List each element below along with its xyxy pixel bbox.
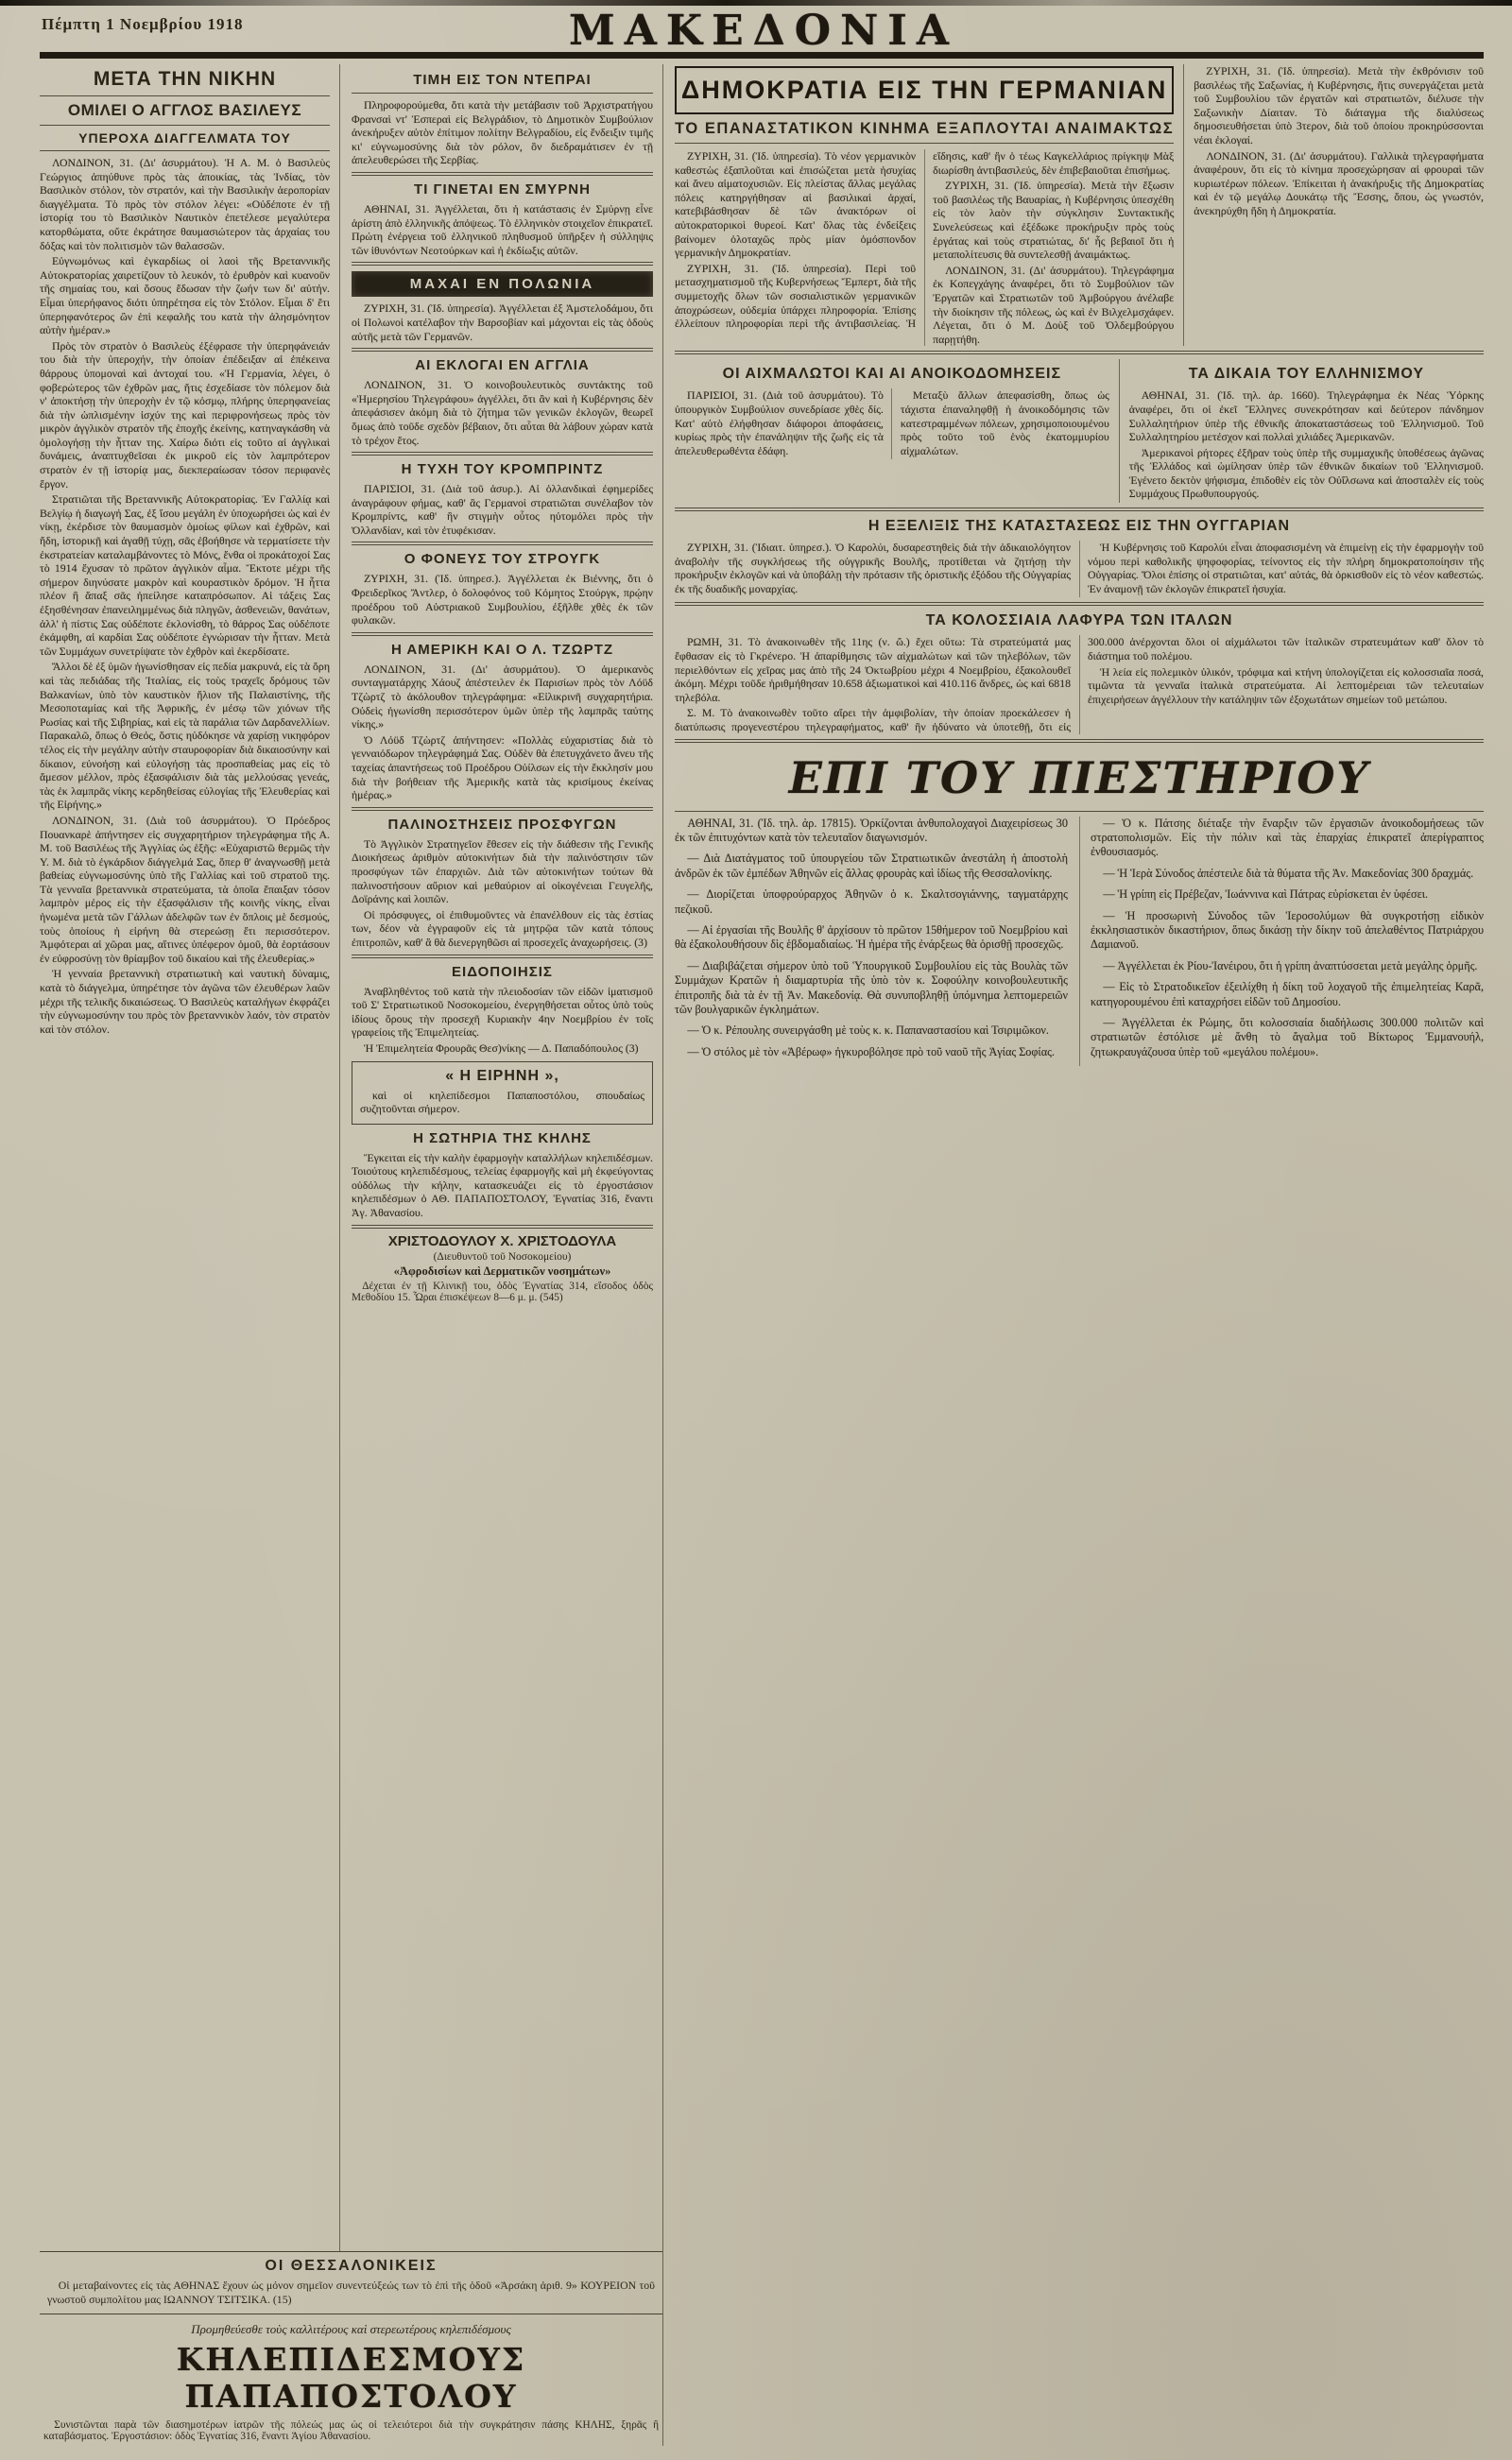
paragraph: ΖΥΡΙΧΗ, 31. (Ἰδ. ὑπηρεσία). Περὶ τοῦ μετασχηματισμοῦ τῆς Κυβερνήσεως Ἔμπερτ, διὰ τῆς συμμετοχῆς ὅλων τῶν σοσιαλιστικῶν γερμανικῶν ἀποχρώσεων, οὐδεμία ὑπάρχει πληροφορία. Ἐπίσης ἐλλείπουν πληροφορίαι περὶ τῆς ἀντιβασιλείας. Ἡ εἴδησις, καθ' ἣν ὁ τέως Καγκελλάριος πρίγκηψ Μὰξ διωρίσθη ἀντιβασιλεύς, δὲν ἐπιβεβαιοῦται ἐπισήμως. bbox=[675, 149, 1175, 331]
paragraph: Τὸ Ἀγγλικὸν Στρατηγεῖον ἔθεσεν εἰς τὴν διάθεσιν τῆς Γενικῆς Διοικήσεως ἀριθμὸν αὐτοκινήτων διὰ τὴν παλινόστησιν τῶν προσφύγων τῶν ἐπαρχιῶν. Διὰ τῶν αὐτοκινήτων τούτων θὰ παλινοστήσουν αὔριον καὶ μεθαύριον αἱ οἰκογένειαι Γευγελῆς, Δοϊράνης καὶ λοιπῶν. bbox=[352, 836, 653, 906]
article-notice bbox=[352, 964, 653, 1056]
article-title: ΕΙΔΟΠΟΙΗΣΙΣ bbox=[452, 963, 553, 980]
article-body bbox=[40, 156, 330, 1036]
divider bbox=[675, 351, 1484, 354]
press-item: — Αἱ ἐργασίαι τῆς Βουλῆς θ' ἀρχίσουν τὸ πρῶτον 15θήμερον τοῦ Νοεμβρίου καὶ θὰ ἐξακολουθήσουν δὶς ἑβδομαδιαίως. Ἡ ἡμέρα τῆς ἐνάρξεως θὰ ὁρισθῇ προσεχῶς. bbox=[675, 923, 1068, 952]
germany-main bbox=[675, 64, 1184, 346]
article-strugk bbox=[352, 551, 653, 627]
paragraph: ΛΟΝΔΙΝΟΝ, 31. (Δι' ἀσυρμάτου). Ὁ ἀμερικανὸς συνταγματάρχης Χάουζ ἀπέστειλεν ἐκ Παρισίων πρὸς τὸν Λόϋδ Τζὼρτζ τὸ ἀκόλουθον τηλεγράφημα: «Εἰλικρινῆ συγχαρητήρια. Οὐδεὶς ἠγωνίσθη περισσότερον ὑμῶν ὑπὲρ τῆς λαμπρᾶς ταύτης νίκης.» bbox=[352, 662, 653, 731]
article-title: Η ΤΥΧΗ ΤΟΥ ΚΡΟΜΠΡΙΝΤΖ bbox=[401, 461, 604, 478]
paragraph: καὶ οἱ κηλεπίδεσμοι Παπαποστόλου, σπουδαίως συζητοῦνται σήμερον. bbox=[360, 1088, 644, 1116]
doctor-specialty: «Ἀφροδισίων καὶ Δερματικῶν νοσημάτων» bbox=[393, 1264, 611, 1278]
paragraph: Ἀναβληθέντος τοῦ κατὰ τὴν πλειοδοσίαν τῶν εἰδῶν ἱματισμοῦ τοῦ Σ' Στρατιωτικοῦ Νοσοκομείου, ἐνεργηθήσεται οὗτος ὑπὸ τοὺς ἰδίους ὅρους τὴν προσεχῆ Κυριακὴν 4ην Νοεμβρίου ἐν τοῖς γραφείοις τῆς Ἐπιμελητείας. bbox=[352, 984, 653, 1040]
press-item: — Διαβιβάζεται σήμερον ὑπὸ τοῦ Ὑπουργικοῦ Συμβουλίου εἰς τὰς Βουλὰς τῶν Συμμάχων Κρατῶν ἡ διαμαρτυρία τῆς ὑπὸ τὸν κ. Σοφούλην κοινοβουλευτικῆς ἐπιτροπῆς διὰ τὰ ἐν τῇ Ἀν. Μακεδονίᾳ. Θὰ συνυποβληθῇ ὑπόμνημα λεπτομερειῶν τῶν βουλγαρικῶν ἐγκλημάτων. bbox=[675, 958, 1068, 1017]
article-body bbox=[675, 541, 1484, 597]
divider bbox=[352, 955, 653, 958]
article-title: Η ΕΞΕΛΙΞΙΣ ΤΗΣ ΚΑΤΑΣΤΑΣΕΩΣ ΕΙΣ ΤΗΝ ΟΥΓΓΑΡΙΑΝ bbox=[868, 518, 1291, 535]
paragraph: ΖΥΡΙΧΗ, 31. (Ἰδ. ὑπηρεσ.). Ἀγγέλλεται ἐκ Βιέννης, ὅτι ὁ Φρειδερῖκος Ἄντλερ, ὁ δολοφόνος τοῦ Κόμητος Στούργκ, πρῴην προέδρου τοῦ Αὐστριακοῦ Συμβουλίου, ἐξῆλθε χθὲς ἐκ τῶν φυλακῶν. bbox=[352, 572, 653, 628]
paragraph: ΛΟΝΔΙΝΟΝ, 31. Ὁ κοινοβουλευτικὸς συντάκτης τοῦ «Ἡμερησίου Τηλεγράφου» ἀγγέλλει, ὅτι ἂν καὶ ἡ Κυβέρνησις δὲν ἀπεφάσισεν ἀκόμη διὰ τὸ ζήτημα τῶν γενικῶν ἐκλογῶν, θεωρεῖ ὅμως ἀπὸ τοῦδε σχεδὸν βέβαιον, ὅτι αὗται θὰ λάβουν χώραν κατὰ τὸ τρέχον ἔτος. bbox=[352, 378, 653, 447]
divider bbox=[352, 807, 653, 811]
section-press bbox=[675, 752, 1484, 1067]
paragraph: ΑΘΗΝΑΙ, 31. Ἀγγέλλεται, ὅτι ἡ κατάστασις ἐν Σμύρνῃ εἶνε ἀρίστη ἀπὸ ἑλληνικῆς ἀπόψεως. Τὸ ἑλληνικὸν στοιχεῖον ἐπικρατεῖ. Πρώτη ἐνέργεια τοῦ ἑλληνικοῦ πληθυσμοῦ ὑπῆρξεν ἡ σύλληψις τῶν ἰθυνόντων Νεοτούρκων καὶ ἡ ἐκδίωξις αὐτῶν. bbox=[352, 201, 653, 257]
masthead bbox=[40, 9, 1484, 59]
article-america-george bbox=[352, 642, 653, 802]
divider bbox=[352, 172, 653, 176]
article-title: Η ΣΩΤΗΡΙΑ ΤΗΣ ΚΗΛΗΣ bbox=[413, 1129, 592, 1146]
article-title: ΜΑΧΑΙ ΕΝ ΠΟΛΩΝΙΑ bbox=[352, 271, 653, 297]
article-title: ΤΑ ΔΙΚΑΙΑ ΤΟΥ ΕΛΛΗΝΙΣΜΟΥ bbox=[1188, 366, 1425, 383]
page-body bbox=[40, 64, 1484, 2446]
left-middle-columns bbox=[40, 64, 662, 2251]
ad-title: ΚΗΛΕΠΙΔΕΣΜΟΥΣ ΠΑΠΑΠΟΣΤΟΛΟΥ bbox=[176, 2341, 526, 2415]
section-germany bbox=[675, 64, 1484, 346]
article-body bbox=[352, 837, 653, 950]
notice-title: ΟΙ ΘΕΣΣΑΛΟΝΙΚΕΙΣ bbox=[265, 2258, 438, 2274]
article-body bbox=[352, 985, 653, 1056]
press-item: — Ὁ κ. Ρέπουλης συνειργάσθη μὲ τοὺς κ. κ. Παπαναστασίου καὶ Τσιριμῶκον. bbox=[687, 1024, 1049, 1038]
article-body bbox=[352, 482, 653, 537]
divider bbox=[352, 632, 653, 636]
article-title: ΤΙΜΗ ΕΙΣ ΤΟΝ ΝΤΕΠΡΑΙ bbox=[413, 72, 592, 88]
article-elections bbox=[352, 357, 653, 447]
ad-lead: Προμηθεύεσθε τοὺς καλλιτέρους καὶ στερεωτέρους κηλεπιδέσμους bbox=[191, 2322, 511, 2336]
left-middle-region bbox=[40, 64, 663, 2446]
prisoners-hellenism-row bbox=[675, 359, 1484, 503]
article-refugees bbox=[352, 817, 653, 950]
article-title: ΠΑΛΙΝΟΣΤΗΣΕΙΣ ΠΡΟΣΦΥΓΩΝ bbox=[387, 816, 617, 833]
truss-ad bbox=[40, 2314, 662, 2446]
article-body bbox=[352, 301, 653, 343]
press-item: — Ἀγγέλλεται ἐκ Ρώμης, ὅτι κολοσσιαία διαδήλωσις 300.000 πολιτῶν καὶ στρατιωτῶν ἐστόλισε μὲ ἄνθη τὸ ἄγαλμα τοῦ Βίκτωρος Ἐμμανουήλ, ζητωκραυγάζουσα ὑπὲρ τοῦ «μεγάλου πολέμου». bbox=[1091, 1016, 1484, 1058]
article-body bbox=[1129, 388, 1484, 501]
divider bbox=[675, 811, 1484, 812]
paragraph: Ἡ λεία εἰς πολεμικὸν ὑλικόν, τρόφιμα καὶ κτήνη ὑπολογίζεται εἰς κολοσσιαῖα ποσά, τιμῶντα τὰ γενναῖα ἰταλικὰ στρατεύματα. Αἱ λεπτομέρειαι τῶν τελευταίων ἐπιχειρήσεων ἀγγέλλουν τὴν κατάληψιν τῶν ἐξοχωτάτων σημείων τοῦ μετώπου. bbox=[1088, 664, 1484, 706]
press-item: — Ἡ Ἱερὰ Σύνοδος ἀπέστειλε διὰ τὰ θύματα τῆς Ἀν. Μακεδονίας 300 δραχμάς. bbox=[1103, 866, 1474, 880]
issue-date: Πέμπτη 1 Νοεμβρίου 1918 bbox=[42, 15, 244, 33]
germany-side bbox=[1184, 64, 1484, 346]
paragraph: ΠΑΡΙΣΙΟΙ, 31. (Διὰ τοῦ ἀσυρμάτου). Τὸ ὑπουργικὸν Συμβούλιον συνεδρίασε χθὲς δίς. Κατ' αὐτὸ ἐλήφθησαν διάφοροι ἀποφάσεις, κυρίως πρὸς τὴν ἐπανάληψιν τῆς ζωῆς εἰς τὰ ἀπελευθερωθέντα ἐδάφη. bbox=[675, 388, 884, 457]
germany-subhead: ΤΟ ΕΠΑΝΑΣΤΑΤΙΚΟΝ ΚΙΝΗΜΑ ΕΞΑΠΛΟΥΤΑΙ ΑΝΑΙΜΑΚΤΩΣ bbox=[675, 120, 1174, 144]
article-body bbox=[352, 662, 653, 802]
ad-sub: Συνιστῶνται παρὰ τῶν διασημοτέρων ἰατρῶν τῆς πόλεώς μας ὡς οἱ τελειότεροι διὰ τὴν συγκράτησιν πάσης ΚΗΛΗΣ, ξηρᾶς ἢ καταβάσματος. Ἐργοστάσιον: ὁδὸς Ἐγνατίας 316, ἔναντι Ἁγίου Ἀθανασίου. bbox=[43, 2419, 659, 2442]
article-body bbox=[352, 202, 653, 257]
paragraph: Σ. Μ. Τὸ ἀνακοινωθὲν τοῦτο αἴρει τὴν ἀμφιβολίαν, τὴν ὁποίαν προεκάλεσεν ἡ διατύπωσις προγενεστέρου τηλεγραφήματος, καθ' ἣν ἠδύνατο νὰ ὑποτεθῇ, ὅτι εἰς 300.000 ἀνέρχονται ὅλοι οἱ αἰχμάλωτοι τῶν ἰταλικῶν στρατευμάτων καθ' ὅλον τὸ διάστημα τοῦ πολέμου. bbox=[675, 635, 1484, 733]
divider bbox=[352, 262, 653, 266]
divider bbox=[675, 507, 1484, 511]
press-item: — Ὁ κ. Πάτσης διέταξε τὴν ἔναρξιν τῶν ἐργασιῶν ἀνοικοδομήσεως τῶν στρατοπολισμῶν. Εἰς τὴν πόλιν καὶ τὰς ἐπαρχίας ἐπικρατεῖ ἀπερίγραπτος ἐνθουσιασμός. bbox=[1091, 816, 1484, 859]
article-poland bbox=[352, 271, 653, 343]
article-king-messages bbox=[40, 68, 330, 1036]
article-title: ΤΑ ΚΟΛΟΣΣΙΑΙΑ ΛΑΦΥΡΑ ΤΩΝ ΙΤΑΛΩΝ bbox=[925, 612, 1233, 629]
article-hellenism bbox=[1120, 359, 1484, 503]
doctor-role: (Διευθυντοῦ τοῦ Νοσοκομείου) bbox=[433, 1250, 572, 1263]
divider bbox=[675, 739, 1484, 743]
press-item: — Ἡ γρίπη εἰς Πρέβεζαν, Ἰωάννινα καὶ Πάτρας εὑρίσκεται ἐν ὑφέσει. bbox=[1103, 887, 1429, 902]
press-item: — Εἰς τὸ Στρατοδικεῖον ἐξειλίχθη ἡ δίκη τοῦ λοχαγοῦ τῆς ἐπιμελητείας Καρᾶ, κατηγορουμένου ἐπὶ καταχρήσει εἰδῶν τοῦ Δημοσίου. bbox=[1091, 980, 1484, 1008]
article-body bbox=[360, 1089, 644, 1116]
article-kicker: ΜΕΤΑ ΤΗΝ ΝΙΚΗΝ bbox=[93, 68, 277, 90]
paragraph: ΡΩΜΗ, 31. Τὸ ἀνακοινωθὲν τῆς 11ης (ν. ὥ.) ἔχει οὕτω: Τὰ στρατεύματά μας ἔφθασαν εἰς τὸ Γκρένερο. Ἡ ἀπαρίθμησις τῶν αἰχμαλώτων καὶ τῶν τηλεβόλων, τῶν περιελθόντων εἰς χεῖρας μας ἀπὸ τῆς 24 Ὀκτωβρίου μέχρι 4 Νοεμβρίου, ἐξακολουθεῖ ἀκόμη. Μέχρι τοῦδε ἠριθμήθησαν 10.658 ἀξιωματικοὶ καὶ 410.116 ἄνδρες, ὡς καὶ 6818 τηλεβόλα. bbox=[675, 635, 1071, 704]
paragraph: Ἔγκειται εἰς τὴν καλὴν ἐφαρμογὴν καταλλήλων κηλεπιδέσμων. Τοιούτους κηλεπιδέσμους, τελείας ἐφαρμογῆς καὶ μὴ ἐκφεύγοντας οὐδόλως τὴν κήλην, κατασκευάζει εἰς τὸ ἐργοστάσιον κηλεπιδέσμων ὁ ΑΘ. ΠΑΠΑΠΟΣΤΟΛΟΥ, Ἐγνατίας 316, ἔναντι Ἁγ. Ἀθανασίου. bbox=[352, 1150, 653, 1220]
divider bbox=[352, 452, 653, 456]
thessalonians-notice bbox=[40, 2251, 662, 2314]
press-item: — Διορίζεται ὑποφρούραρχος Ἀθηνῶν ὁ κ. Σκαλτσογιάννης, ταγματάρχης πεζικοῦ. bbox=[675, 887, 1068, 916]
paragraph: Ἀμερικανοὶ ρήτορες ἐξῆραν τοὺς ὑπὲρ τῆς συμμαχικῆς ὑποθέσεως ἀγῶνας τῆς Ἑλλάδος καὶ ὡμίλησαν ὑπὲρ τῶν ἐθνικῶν δικαίων τοῦ Ἑλληνισμοῦ. Ἐγένετο δεκτὸν ψήφισμα, ἐπιδοθὲν εἰς τὸν Οὐΐλσωνα καὶ ἀποσταλὲν εἰς τοὺς Συμμάχους Πρωθυπουργούς. bbox=[1128, 445, 1484, 501]
article-doctor-ad bbox=[352, 1233, 653, 1303]
article-subtitle: ΥΠΕΡΟΧΑ ΔΙΑΓΓΕΛΜΑΤΑ ΤΟΥ bbox=[78, 130, 291, 146]
article-body bbox=[352, 572, 653, 627]
press-item: ΑΘΗΝΑΙ, 31. (Ἰδ. τηλ. ἀρ. 17815). Ὁρκίζονται ἀνθυπολοχαγοὶ Διαχειρίσεως 30 ἐκ τῶν ἐπιτυχόντων κατὰ τὸν τελευταῖον διαγωνισμόν. bbox=[675, 816, 1068, 844]
press-item: — Ὁ στόλος μὲ τὸν «Ἀβέρωφ» ἠγκυροβόλησε πρὸ τοῦ ναοῦ τῆς Ἁγίας Σοφίας. bbox=[687, 1044, 1055, 1058]
divider bbox=[40, 95, 330, 96]
press-item: — Διὰ Διατάγματος τοῦ ὑπουργείου τῶν Στρατιωτικῶν ἀνεστάλη ἡ ἀποστολὴ ἀνδρῶν ἐκ τῶν ἐμπέδων Ἀθηνῶν εἰς ἄλλας φρουρὰς καὶ ἰδίως τῆς Θεσσαλονίκης. bbox=[675, 852, 1068, 880]
doctor-name: ΧΡΙΣΤΟΔΟΥΛΟΥ Χ. ΧΡΙΣΤΟΔΟΥΛΑ bbox=[387, 1232, 617, 1249]
paragraph: Πληροφορούμεθα, ὅτι κατὰ τὴν μετάβασιν τοῦ Ἀρχιστρατήγου Φρανσαὶ ντ' Ἐσπεραὶ εἰς Βελγράδιον, τὸ Δημοτικὸν Συμβούλιον ἀνεκήρυξεν αὐτὸν ἐπίτιμον πολίτην Βελγραδίου, εἰς ἔνδειξιν τιμῆς κι' εὐγνωμοσύνης διὰ τὸν ρόλον, ὃν διεδραμάτισεν ἐν τῇ ἀπελευθερώσει τῆς Σερβίας. bbox=[352, 98, 653, 167]
paragraph: ΛΟΝΔΙΝΟΝ, 31. (Δι' ἀσυρμάτου). Ἡ Α. Μ. ὁ Βασιλεὺς Γεώργιος ἀπηύθυνε πρὸς τὰς ἀποικίας, τὰς Ἰνδίας, τὸν Βασιλικὸν στόλον, τὸν στρατόν, καὶ τὴν Βασιλικὴν ἀεροπορίαν διαγγέλματα. Τὸ πρὸς τὸν στόλον λέγει: «Οὐδέποτε ἐν τῇ ἱστορίᾳ του τὸ Βασιλικὸν Ναυτικὸν ἐπετέλεσε μεγαλύτερα κατορθώματα, οὔτε ἐκράτησε θαυμασιώτερον τὰς ἀρχαίας του δόξας καὶ τὸν πολιτισμὸν τῶν θαλασσῶν. bbox=[40, 156, 330, 252]
divider bbox=[40, 125, 330, 126]
article-body bbox=[675, 635, 1484, 733]
paragraph: ΛΟΝΔΙΝΟΝ, 31. (Δι' ἀσυρμάτου). Γαλλικὰ τηλεγραφήματα ἀναφέρουν, ὅτι εἰς τὸ κίνημα προσεχώρησαν αἱ φρουραὶ τῶν κυριωτέρων πόλεων. Ἐπίκειται ἡ ἀνακήρυξις τῆς Δημοκρατίας καὶ ἐν τῷ μεγάλῳ Δουκάτῳ τῆς Ἔσσης, ὅπου, ὡς γνωστόν, ἀνεκηρύχθη ἤδη ἡ Δημοκρατία. bbox=[1194, 148, 1484, 217]
paragraph: Εὐγνωμόνως καὶ ἐγκαρδίως οἱ λαοὶ τῆς Βρεταννικῆς Αὐτοκρατορίας χαιρετίζουν τὸ λευκόν, τὸ ἐρυθρὸν καὶ κυανοῦν τῆς σημαίας του, καὶ ὅσους ἔδωσαν τὴν ζωήν των δι' αὐτήν. Εἶμαι ὑπερήφανος διότι ὑπηρέτησα εἰς τὸν Στόλον. Εἶμαι δ' ἔτι ὑπερηφανότερος ὢν ἐπὶ κεφαλῆς του κατὰ τὴν ἀλησμόνητον αὐτὴν ἡμέραν.» bbox=[40, 254, 330, 337]
article-title: Η ΑΜΕΡΙΚΗ ΚΑΙ Ο Λ. ΤΖΩΡΤΖ bbox=[390, 641, 614, 658]
paragraph: Πρὸς τὸν στρατὸν ὁ Βασιλεὺς ἐξέφρασε τὴν ὑπερηφάνειάν του διὰ τὴν ὑπεροχήν, τὴν ὁποίαν ἐπέδειξαν αἱ ἐπέκεινα θάρρους ὑπομοναὶ καὶ ἀντοχαί του. «Ἡ Γερμανία, λέγει, ὁ φοβερώτερος τῶν ἐχθρῶν μας, ἥτις ἐσχεδίασε τὸν πόλεμον διὰ ν' ἀποκτήσῃ τὴν ὑπεροχὴν ἐν τῷ κόσμῳ, πλήρης ὑπερηφανείας διὰ τὴν ὡπλισμένην ἰσχύν της καὶ περιφρονήσεως πρὸς τὸν μικρὸν ἀγγλικὸν στρατὸν τῆς ἐποχῆς ἐκείνης, κατηναγκάσθη νὰ ὁμολογήσῃ τὴν ἧτταν της. Χαίρω διότι εἰς τοῦτο αἱ ἀγγλικαὶ δυνάμεις, ἀναπτυχθεῖσαι ἐκ μικροῦ εἰς τὸν λαμπρότερον στρατὸν ἐν τῇ ἱστορίᾳ μας, διεκπεραίωσαν τόσον περιφανὲς ἔργον. bbox=[40, 338, 330, 490]
paragraph: ΛΟΝΔΙΝΟΝ, 31. (Διὰ τοῦ ἀσυρμάτου). Ὁ Πρόεδρος Πουανκαρὲ ἀπήντησεν εἰς συγχαρητήριον τηλεγράφημα τῆς Α. Μ. τοῦ Βασιλέως τῆς Ἀγγλίας ὡς ἑξῆς: «Εὐχαριστῶ θερμῶς τὴν Υ. Μ. διὰ τὸ ἐγκάρδιον διάγγελμά Σας, ὅπερ θ' ἀναγνωσθῇ μετὰ βαθείας εὐγνωμοσύνης ὑπὸ τῆς Γαλλίας καὶ τοῦ στρατοῦ της. Τὰ γενναῖα βρεταννικὰ στρατεύματα, τὰ ὁποῖα ἔπαιξαν τόσον λαμπρὸν μέρος εἰς τὴν ἐξασφάλισιν τῆς κοινῆς νίκης, εἶναι ἡνωμένα μετὰ τῶν Γάλλων ἀδελφῶν των ἐν ὅπλοις μὲ δεσμούς, τοὺς ὁποίους ἡ εἰρήνη θὰ στερεώσῃ ἔτι περισσότερον. Ἀμφότεραι αἱ χῶραι μας, αἵτινες ὑπέφερον ὁμοῦ, θὰ ἑορτάσουν ἐν εὐφροσύνῃ τὸν θρίαμβον τοῦ δικαίου καὶ τῆς ἐλευθερίας.» bbox=[40, 813, 330, 965]
paragraph: Ἡ Κυβέρνησις τοῦ Καρολύι εἶναι ἀποφασισμένη νὰ ἐπιμείνῃ εἰς τὴν ἐφαρμογὴν τοῦ νόμου περὶ καθολικῆς ψηφοφορίας, τείνοντος εἰς τὴν πλήρη δημοκρατοποίησιν τῆς Οὑγγαρίας. Ὅλοι ἐπίσης οἱ στρατιῶται, κατ' αὐτάς, θὰ ὁρκισθοῦν εἰς τὸ νέον καθεστώς. Ἐν ἀναμονῇ τῶν ἐκλογῶν ἐπικρατεῖ ἡσυχία. bbox=[1088, 541, 1484, 595]
article-prisoners bbox=[675, 359, 1120, 503]
right-section bbox=[663, 64, 1484, 2446]
article-hungary bbox=[675, 518, 1484, 597]
paragraph: Ὁ Λόϋδ Τζὼρτζ ἀπήντησεν: «Πολλὰς εὐχαριστίας διὰ τὸ γενναιόδωρον τηλεγράφημά Σας. Οὐδὲν θὰ ἐπετυγχάνετο ἄνευ τῆς ταχείας ἀπαντήσεως τοῦ Προέδρου Οὐίλσων εἰς τὴν ἔκκλησίν μου διὰ τὴν βοήθειαν τῆς Ἀμερικῆς κατὰ τὰς κρισίμους ἐκείνας ἡμέρας.» bbox=[352, 732, 653, 802]
divider bbox=[352, 93, 653, 94]
paragraph: ΛΟΝΔΙΝΟΝ, 31. (Δι' ἀσυρμάτου). Τηλεγράφημα ἐκ Κοπεγχάγης ἀναφέρει, ὅτι τὸ Συμβούλιον τῶν Ἐργατῶν καὶ Στρατιωτῶν τοῦ Ἀμβούργου ἀνέλαβε τὴν διοίκησιν τῆς πόλεως, ὡς καὶ ἐν Βιλχελμσχάφεν. Λέγεται, ὅτι ὁ Μ. Δοὺξ τοῦ Ὀλδεμβούργου παρῃτήθη. bbox=[933, 263, 1175, 346]
press-item: — Ἀγγέλλεται ἐκ Ρίου-Ἰανέιρου, ὅτι ἡ γρίπη ἀναπτύσσεται μετὰ μεγάλης ὁρμῆς. bbox=[1103, 958, 1478, 972]
germany-headline: ΔΗΜΟΚΡΑΤΙΑ ΕΙΣ ΤΗΝ ΓΕΡΜΑΝΙΑΝ bbox=[675, 66, 1174, 114]
article-title: ΟΜΙΛΕΙ Ο ΑΓΓΛΟΣ ΒΑΣΙΛΕΥΣ bbox=[67, 101, 302, 119]
article-body bbox=[352, 98, 653, 167]
germany-body bbox=[675, 149, 1174, 346]
article-italy-spoils bbox=[675, 612, 1484, 733]
notice-body: Οἱ μεταβαίνοντες εἰς τὰς ΑΘΗΝΑΣ ἔχουν ὡς μόνον σημεῖον συνεντεύξεώς των τὸ ἐπὶ τῆς ὁδοῦ «Ἀρσάκη ἀριθ. 9» ΚΟΥΡΕΙΟΝ τοῦ γνωστοῦ συμπολίτου μας ΙΩΑΝΝΟΥ ΤΣΙΤΣΙΚΑ. (15) bbox=[47, 2279, 655, 2306]
paragraph: Μεταξὺ ἄλλων ἀπεφασίσθη, ὅπως ὡς τάχιστα ἐπαναληφθῇ ἡ ἀνοικοδόμησις τῶν κατεστραμμένων πόλεων, χρησιμοποιουμένου πρὸς τοῦτο τοῦ ἑνὸς ἑκατομμυρίου αἰχμαλώτων. bbox=[900, 388, 1109, 457]
paragraph: Στρατιῶται τῆς Βρεταννικῆς Αὐτοκρατορίας. Ἐν Γαλλίᾳ καὶ Βελγίῳ ἡ διαγωγή Σας, ἐξ ἴσου μεγάλη ἐν ὑποχωρήσει ὡς καὶ ἐν νίκῃ, ἐκέρδισε τὸν θαυμασμὸν ὁμοίως φίλων καὶ ἐχθρῶν, καὶ ἤδη, ἱστορικῇ καὶ ἀγαθῇ τύχῃ, σᾶς ἐβοήθησε νὰ τερματίσετε τὴν ἐκστρατείαν καταλαμβάνοντες τὸ Μόνς, ἔνθα οἱ προκάτοχοί Σας τὸ 1914 ἔχυσαν τὸ πρῶτον ἀγγλικὸν αἷμα. Ἔκτοτε μέχρι τῆς σήμερον διηνύσατε μακρὸν καὶ κουραστικὸν δρόμον. Ἡ ἧττα πλέον ἢ ἅπαξ σᾶς ἠπείλησε καταπρόσωπον. Αἱ τάξεις Σας ἐξησθένησαν ἐπανειλημμένως διὰ πληγῶν, ἀσθενειῶν, θανάτων, ἀλλ' ἡ πίστις Σας οὐδέποτε ἐκλονίσθη, τὸ θάρρος Σας οὐδέποτε ἐκάμφθη, αἱ καρδίαι Σας οὐδέποτε ἐγνώρισαν τὴν ἧτταν. Μετὰ τῶν Συμμάχων συνετρίψατε τὸν ἐχθρὸν καὶ ἐκερδίσατε. bbox=[40, 492, 330, 658]
newspaper-title: ΜΑΚΕΔΟΝΙΑ bbox=[569, 7, 959, 55]
left-column bbox=[40, 64, 340, 2251]
paragraph: ΖΥΡΙΧΗ, 31. (Ἰδ. ὑπηρεσία). Μετὰ τὴν ἔξωσιν τοῦ βασιλέως τῆς Βαυαρίας, ἡ Κυβέρνησις ὑπεσχέθη εἰς τὸν λαὸν τὴν σύγκλησιν Συντακτικῆς Συνελεύσεως καὶ ἐξέδωκε προκήρυξιν πρὸς τοὺς ἐργάτας καὶ τοὺς στρατιώτας, δι' ἧς βεβαιοῖ ὅτι ἡ μεταπολίτευσις θὰ συντελεσθῇ ἀναιμάκτως. bbox=[933, 179, 1175, 262]
article-peace-ad bbox=[352, 1061, 653, 1125]
paragraph: Ἡ Ἐπιμελητεία Φρουρᾶς Θεσ)νίκης — Δ. Παπαδόπουλος (3) bbox=[363, 1041, 639, 1055]
article-hernia-ad bbox=[352, 1130, 653, 1220]
doctor-address: Δέχεται ἐν τῇ Κλινικῇ του, ὁδὸς Ἐγνατίας 314, εἴσοδος ὁδὸς Μεθοδίου 15. Ὧραι ἐπισκέψεων 8—6 μ. μ. (545) bbox=[352, 1280, 653, 1303]
article-title: ΑΙ ΕΚΛΟΓΑΙ ΕΝ ΑΓΓΛΙΑ bbox=[415, 357, 590, 374]
article-title: Ο ΦΟΝΕΥΣ ΤΟΥ ΣΤΡΟΥΓΚ bbox=[404, 551, 601, 568]
paragraph: Οἱ πρόσφυγες, οἱ ἐπιθυμοῦντες νὰ ἐπανέλθουν εἰς τὰς ἑστίας των, δέον νὰ ἐγγραφοῦν εἰς τὰ μητρῷα τῶν κατὰ τόπους ἐπιτροπῶν, καθ' ἃ θὰ διενεργηθῶσι αἱ προσεχεῖς ἀναχωρήσεις. (3) bbox=[352, 907, 653, 949]
article-body bbox=[352, 378, 653, 447]
paragraph: ΑΘΗΝΑΙ, 31. (Ἰδ. τηλ. ἀρ. 1660). Τηλεγράφημα ἐκ Νέας Ὑόρκης ἀναφέρει, ὅτι οἱ ἐκεῖ Ἕλληνες συνεκρότησαν καὶ δεύτερον πάνδημον Συλλαλητήριον ὑπὲρ τῆς ἐθνικῆς ἀποκαταστάσεως τοῦ Ἑλληνισμοῦ. Τοῦ Συλλαλητηρίου μετέσχον καὶ πολλαὶ χιλιάδες Ἀμερικανῶν. bbox=[1128, 388, 1484, 444]
article-smyrna bbox=[352, 181, 653, 257]
article-body bbox=[352, 1151, 653, 1220]
article-title: ΟΙ ΑΙΧΜΑΛΩΤΟΙ ΚΑΙ ΑΙ ΑΝΟΙΚΟΔΟΜΗΣΕΙΣ bbox=[722, 366, 1062, 383]
divider bbox=[352, 542, 653, 545]
germany-side-body bbox=[1194, 64, 1484, 218]
article-body bbox=[675, 388, 1109, 459]
paragraph: Ἄλλοι δὲ ἐξ ὑμῶν ἠγωνίσθησαν εἰς πεδία μακρυνά, εἰς τὰ ὄρη καὶ τὰς πεδιάδας τῆς Ἰταλίας, εἰς τοὺς τραχεῖς δρόμους τῶν Βαλκανίων, ὑπὸ τὸν καυστικὸν ἥλιον τῆς Παλαιστίνης, τῆς Μεσοποταμίας καὶ τῆς Ἀφρικῆς, ἐν μέσῳ τῶν χιόνων τῆς Ρωσίας καὶ τῆς Σιβηρίας, καὶ εἰς τὰ παράλια τῶν Δαρδανελλίων. Παρακαλῶ, ὅπως ὁ Θεός, ὅστις ηὐδόκησε νὰ χαρίσῃ νικηφόρον τέλος εἰς τὴν μεγάλην αὐτὴν σταυροφορίαν διὰ δικαιοσύνην καὶ δίκαιον, εὐνοήσῃ καὶ εὐλογήσῃ τὰς προσπαθείας μας εἰς τὸ ἄμεσον μέλλον, πρὸς ἐξασφάλισιν διὰ τὰς μελλούσας γενεάς, τὰς ἐκ λαμπρᾶς νίκης κερδηθείσας εὐλογίας τῆς Ἐλευθερίας καὶ τῆς Εἰρήνης.» bbox=[40, 660, 330, 812]
paragraph: ΠΑΡΙΣΙΟΙ, 31. (Διὰ τοῦ ἀσυρ.). Αἱ ὁλλανδικαὶ ἐφημερίδες ἀναγράφουν φήμας, καθ' ἃς Γερμανοὶ στρατιῶται συνέλαβον τὸν Κρομπρίντς, καθ' ἣν στιγμὴν οὗτος ηὐτομόλει πρὸς τὴν Ὁλλανδίαν, καὶ τὸν ἐτυφέκισαν. bbox=[352, 482, 653, 537]
article-title: ΤΙ ΓΙΝΕΤΑΙ ΕΝ ΣΜΥΡΝΗ bbox=[414, 181, 591, 198]
divider bbox=[40, 150, 330, 151]
paragraph: Ἡ γενναία βρεταννικὴ στρατιωτικὴ καὶ ναυτικὴ δύναμις, κατὰ τὸ διάγγελμα, ὑπηρέτησε τὸν ἀγῶνα τῶν ἐλευθέρων λαῶν μέχρι τῆς τελικῆς δικαιώσεως. Ὁ Βασιλεὺς καταλήγων ἐκφράζει τὴν εὐγνωμοσύνην του πρὸς τὸν βρεταννικὸν λαόν, τὸν στρατὸν καὶ τὸν στόλον. bbox=[40, 967, 330, 1036]
press-items bbox=[675, 817, 1484, 1067]
press-item: — Ἡ προσωρινὴ Σύνοδος τῶν Ἱεροσολύμων θὰ συγκροτήσῃ εἰδικὸν ἐκκλησιαστικὸν δικαστήριον, ὅπως δικάσῃ τὴν δίκην τοῦ ἀπελαθέντος Πατριάρχου Δαμιανοῦ. bbox=[1091, 908, 1484, 952]
divider bbox=[352, 1225, 653, 1229]
paragraph: ΖΥΡΙΧΗ, 31. (Ἰδιαιτ. ὑπηρεσ.). Ὁ Καρολύι, δυσαρεστηθεὶς διὰ τὴν ἀδικαιολόγητον ἀναβολὴν τῆς συγκλήσεως τῆς οὑγγρικῆς Βουλῆς, προτίθεται νὰ ζητήσῃ τὴν προκήρυξιν ἐκλογῶν καὶ νὰ ὑποβάλῃ τὴν πρότασιν τῆς ὁριστικῆς ἐξόδου τῆς Οὑγγαρίας ἐκ τῆς δυαδικῆς μοναρχίας. bbox=[675, 541, 1071, 595]
paragraph: ΖΥΡΙΧΗ, 31. (Ἰδ. ὑπηρεσία). Τὸ νέον γερμανικὸν καθεστὼς ἐξαπλοῦται καὶ ἐπισώζεται μετὰ ἡσυχίας καὶ ἄνευ αἱματοχυσιῶν. Εἰς πλείστας ἄλλας μεγάλας πόλεις κατηργήθησαν αἱ βασιλικαὶ ἀρχαί, κατεβιβάσθησαν δὲ τῶν ἀνακτόρων οἱ αὐτοκρατορικοὶ θυρεοί. Κατ' ὅλας τὰς ἐνδείξεις βαίνομεν ὁλοταχῶς πρὸς μίαν ὁμόσπονδον γερμανικὴν Δημοκρατίαν. bbox=[675, 149, 917, 260]
article-title: « Η ΕΙΡΗΝΗ », bbox=[445, 1067, 559, 1084]
divider bbox=[675, 602, 1484, 606]
article-kronprinz bbox=[352, 461, 653, 537]
paragraph: ΖΥΡΙΧΗ, 31. (Ἰδ. ὑπηρεσία). Μετὰ τὴν ἐκθρόνισιν τοῦ βασιλέως τῆς Σαξωνίας, ἡ Κυβέρνησις, ἥτις συνεργάζεται μετὰ τοῦ Συμβουλίου τῶν ἐργατῶν καὶ στρατιωτῶν, διέλυσε τὴν Σαξωνικὴν Δίαιταν. Τὸ διάταγμα τῆς διαλύσεως δημοσιευθήσεται ὑπὸ 3τερον, διὰ τοῦ ὁποίου προκηρύσσονται νέαι ἐκλογαί. bbox=[1194, 64, 1484, 146]
divider bbox=[352, 348, 653, 352]
paragraph: ΖΥΡΙΧΗ, 31. (Ἰδ. ὑπηρεσία). Ἀγγέλλεται ἐξ Ἀμστελοδάμου, ὅτι οἱ Πολωνοὶ κατέλαβον τὴν Βαρσοβίαν καὶ μάχονται εἰς τὰς ὁδοὺς αὐτῆς μετὰ τῶν Γερμανῶν. bbox=[352, 301, 653, 343]
article-deprai bbox=[352, 72, 653, 167]
middle-column bbox=[340, 64, 662, 2251]
press-title: ΕΠΙ ΤΟΥ ΠΙΕΣΤΗΡΙΟΥ bbox=[788, 751, 1370, 803]
